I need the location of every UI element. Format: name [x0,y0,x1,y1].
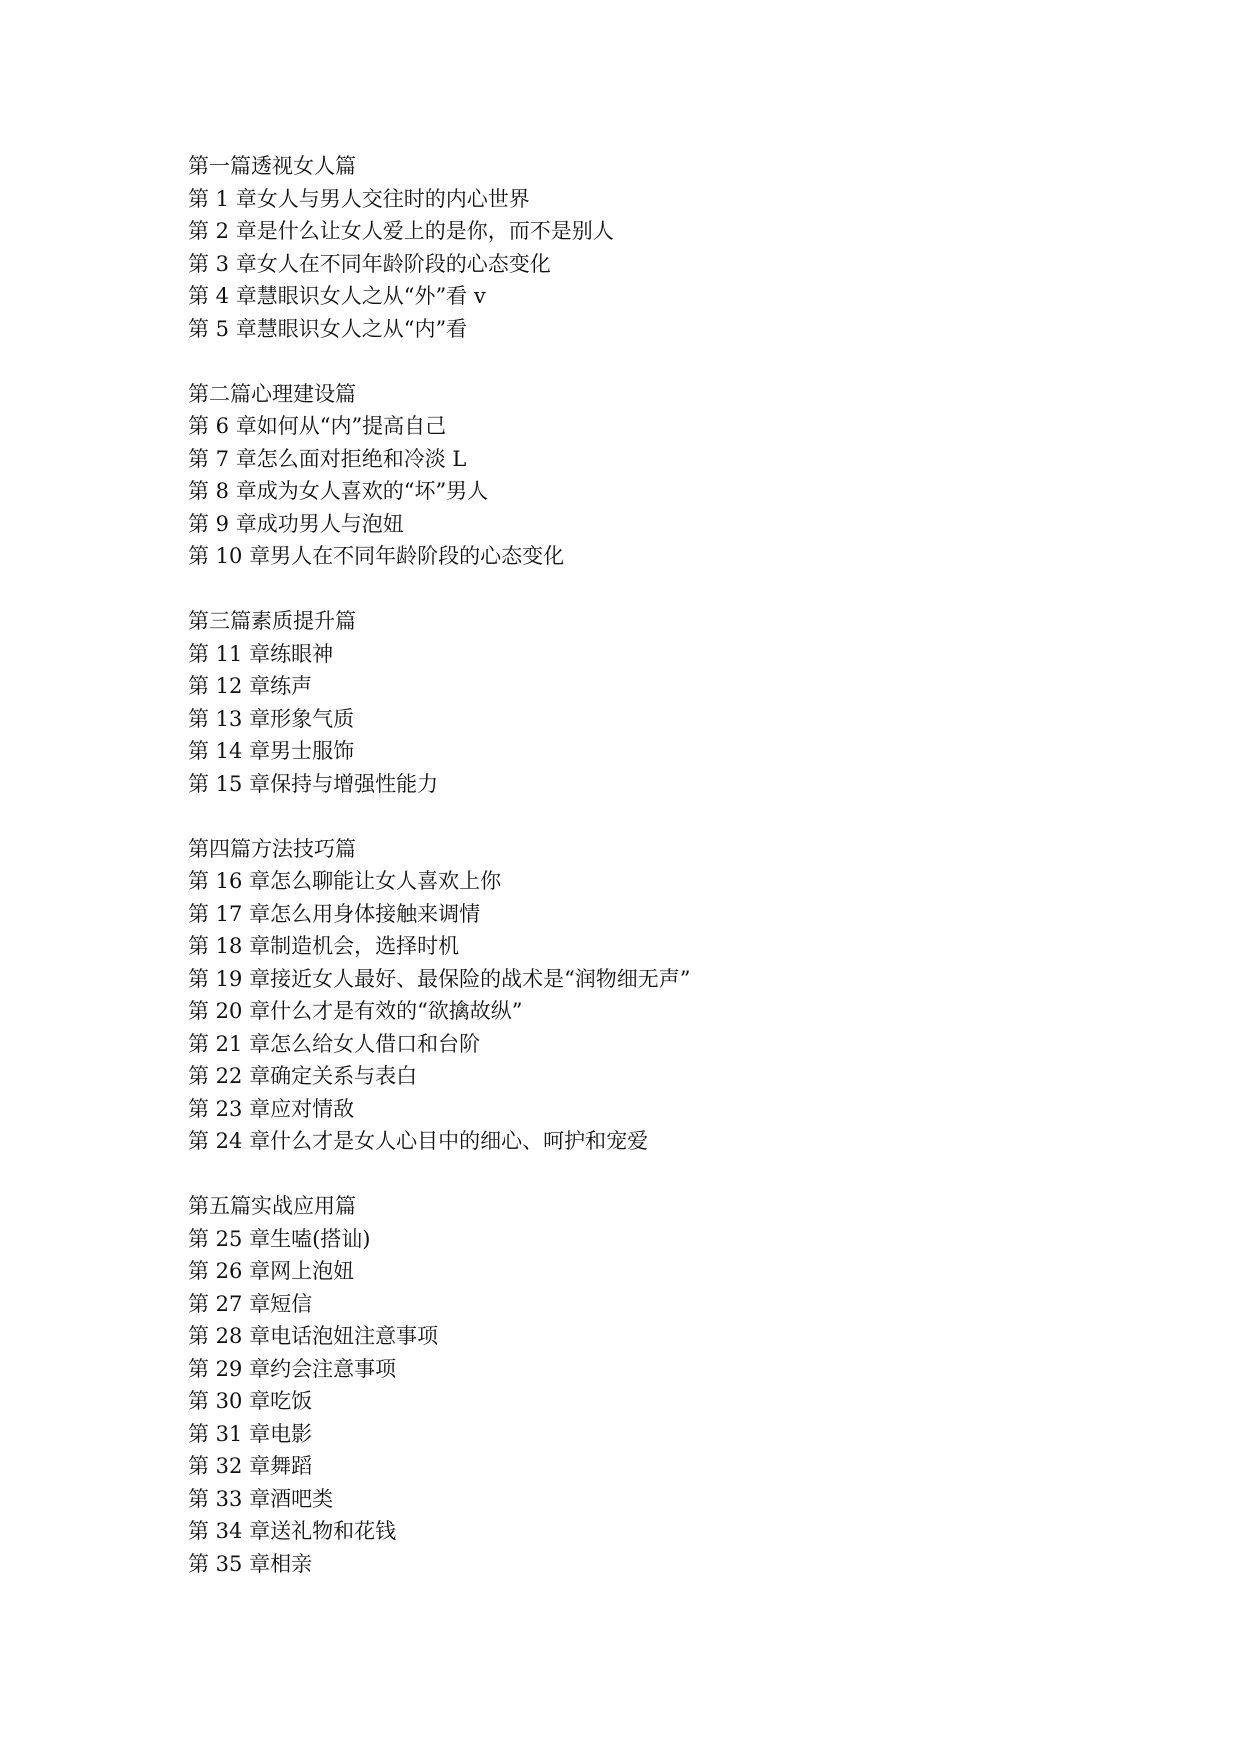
chapter-item: 第 34 章送礼物和花钱 [188,1519,397,1543]
chapter-item: 第 35 章相亲 [188,1551,313,1576]
chapter-item: 第 13 章形象气质 [188,706,355,731]
chapter-item: 第 28 章电话泡妞注意事项 [188,1324,439,1348]
chapter-item: 第 6 章如何从“内”提高自己 [188,414,447,438]
part-title: 第四篇方法技巧篇 [188,836,356,861]
chapter-item: 第 25 章生嗑(搭讪) [188,1226,371,1251]
chapter-item: 第 9 章成功男人与泡妞 [188,511,404,536]
chapter-item: 第 11 章练眼神 [188,641,334,666]
chapter-item: 第 29 章约会注意事项 [188,1356,397,1381]
chapter-item: 第 32 章舞蹈 [188,1454,313,1478]
chapter-item: 第 18 章制造机会，选择时机 [188,934,460,958]
chapter-item: 第 24 章什么才是女人心目中的细心、呵护和宠爱 [188,1129,649,1153]
chapter-item: 第 12 章练声 [188,674,313,698]
chapter-item: 第 7 章怎么面对拒绝和冷淡 L [188,446,467,471]
part-4 [188,833,1088,1158]
chapter-item: 第 8 章成为女人喜欢的“坏”男人 [188,479,489,503]
part-5 [188,1190,1088,1580]
chapter-item: 第 33 章酒吧类 [188,1486,334,1511]
chapter-item: 第 26 章网上泡妞 [188,1259,355,1283]
chapter-item: 第 22 章确定关系与表白 [188,1064,418,1088]
part-title: 第一篇透视女人篇 [188,154,356,178]
chapter-item: 第 17 章怎么用身体接触来调情 [188,901,481,926]
chapter-item: 第 27 章短信 [188,1291,313,1316]
part-title: 第三篇素质提升篇 [188,609,356,633]
part-2 [188,378,1088,573]
chapter-item: 第 3 章女人在不同年龄阶段的心态变化 [188,251,551,276]
part-title: 第二篇心理建设篇 [188,381,356,406]
chapter-item: 第 23 章应对情敌 [188,1096,355,1121]
chapter-item: 第 15 章保持与增强性能力 [188,771,439,796]
chapter-item: 第 1 章女人与男人交往时的内心世界 [188,186,530,211]
chapter-item: 第 2 章是什么让女人爱上的是你，而不是别人 [188,219,614,243]
part-3 [188,605,1088,800]
chapter-item: 第 4 章慧眼识女人之从“外”看 v [188,284,486,308]
chapter-item: 第 19 章接近女人最好、最保险的战术是“润物细无声” [188,966,691,991]
part-title: 第五篇实战应用篇 [188,1194,356,1218]
chapter-item: 第 16 章怎么聊能让女人喜欢上你 [188,869,502,893]
chapter-item: 第 14 章男士服饰 [188,739,355,763]
chapter-item: 第 10 章男人在不同年龄阶段的心态变化 [188,544,565,568]
chapter-item: 第 5 章慧眼识女人之从“内”看 [188,316,468,341]
chapter-item: 第 31 章电影 [188,1421,313,1446]
chapter-item: 第 21 章怎么给女人借口和台阶 [188,1031,481,1056]
chapter-item: 第 20 章什么才是有效的“欲擒故纵” [188,999,523,1023]
table-of-contents [188,150,1088,1613]
chapter-item: 第 30 章吃饭 [188,1389,313,1413]
part-1 [188,150,1088,345]
